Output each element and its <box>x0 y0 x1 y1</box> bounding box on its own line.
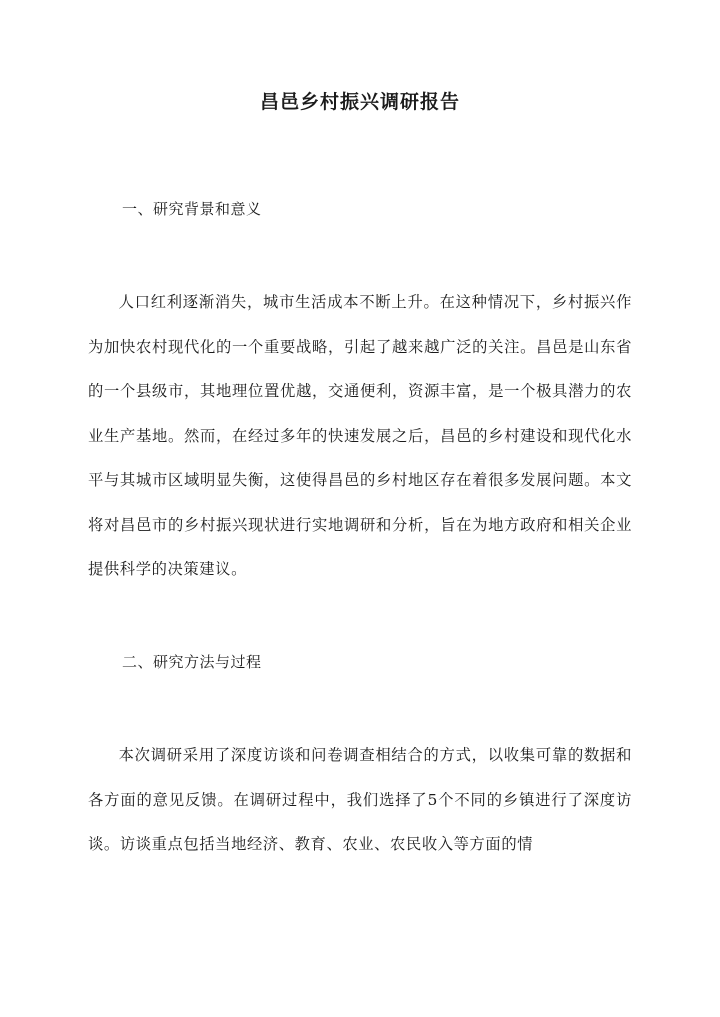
section-heading-background: 一、研究背景和意义 <box>122 200 262 218</box>
document-title: 昌邑乡村振兴调研报告 <box>259 91 460 113</box>
section-paragraph-method: 本次调研采用了深度访谈和问卷调查相结合的方式，以收集可靠的数据和各方面的意见反馈。在调研过程中，我们选择了5个不同的乡镇进行了深度访谈。访谈重点包括当地经济、教育、农业、农民收入等方面的情 <box>88 746 632 853</box>
section-paragraph-background: 人口红利逐渐消失，城市生活成本不断上升。在这种情况下，乡村振兴作为加快农村现代化的一个重要战略，引起了越来越广泛的关注。昌邑是山东省的一个县级市，其地理位置优越，交通便利，资源丰富，是一个极具潜力的农业生产基地。然而，在经过多年的快速发展之后，昌邑的乡村建设和现代化水平与其城市区域明显失衡，这使得昌邑的乡村地区存在着很多发展问题。本文将对昌邑市的乡村振兴现状进行实地调研和分析，旨在为地方政府和相关企业提供科学的决策建议。 <box>88 293 632 578</box>
section-heading-method: 二、研究方法与过程 <box>122 653 262 671</box>
